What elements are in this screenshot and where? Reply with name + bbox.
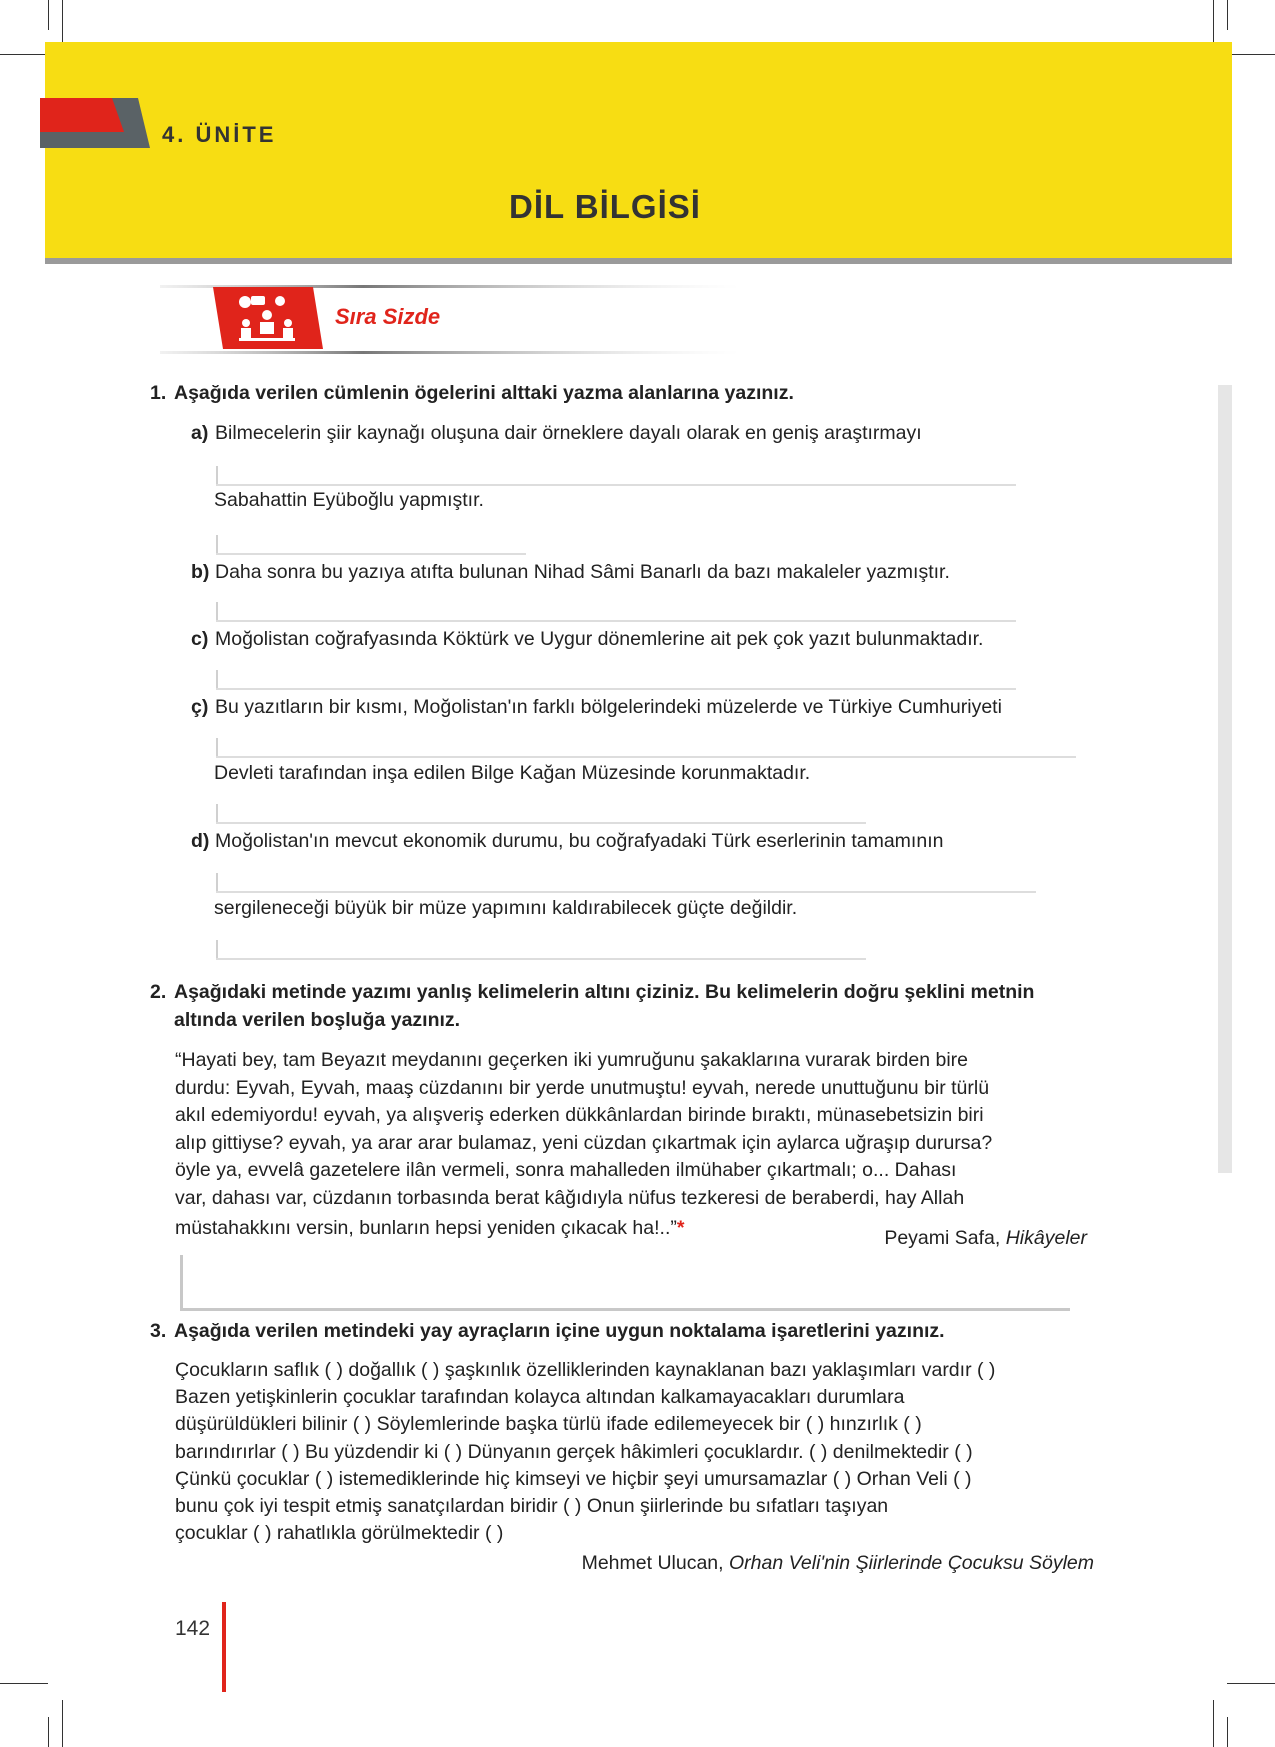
unit-header-banner (45, 42, 1232, 262)
writing-line-edge (216, 602, 218, 620)
margin-bar (1218, 385, 1232, 1173)
q1-item-letter: b) (191, 561, 210, 583)
q2-source: Peyami Safa, Hikâyeler (884, 1227, 1087, 1249)
page-number: 142 (175, 1617, 211, 1640)
writing-line[interactable] (216, 891, 1036, 893)
paragraph-line: çocuklar ( ) rahatlıkla görülmektedir ( ) (175, 1522, 504, 1545)
paragraph-line: “Hayati bey, tam Beyazıt meydanını geçerken iki yumruğunu şakaklarına vurarak birden bire (175, 1049, 969, 1071)
q1-item-continuation: Sabahattin Eyüboğlu yapmıştır. (214, 489, 484, 511)
q3-number: 3. (150, 1320, 167, 1342)
q3-title: Aşağıda verilen metindeki yay ayraçların içine uygun noktalama işaretlerini yazınız. (174, 1320, 945, 1342)
writing-line[interactable] (216, 822, 866, 824)
paragraph-line: müstahakkını versin, bunların hepsi yeniden çıkacak ha!..”* (175, 1217, 685, 1239)
unit-label: 4. ÜNİTE (162, 122, 277, 147)
writing-line-edge (216, 940, 218, 958)
page-number-bar (222, 1602, 226, 1692)
writing-line-edge (216, 670, 218, 688)
answer-line-edge (180, 1255, 183, 1310)
q1-item-text: Daha sonra bu yazıya atıfta bulunan Nihad Sâmi Banarlı da bazı makaleler yazmıştır. (215, 561, 950, 583)
writing-line[interactable] (216, 756, 1076, 758)
unit-ribbon-icon (40, 96, 152, 151)
q3-source: Mehmet Ulucan, Orhan Veli'nin Şiirlerinde Çocuksu Söylem (581, 1552, 1094, 1574)
paragraph-line: akıl edemiyordu! eyvah, ya alışveriş ederken dükkânlardan birinde bıraktı, münasebetsizin biri (175, 1104, 984, 1126)
q1-item-text: Moğolistan'ın mevcut ekonomik durumu, bu coğrafyadaki Türk eserlerinin tamamının (215, 830, 944, 852)
paragraph-line: durdu: Eyvah, Eyvah, maaş cüzdanını bir yerde unutmuştu! eyvah, nerede unuttuğunu bir türlü (175, 1076, 990, 1099)
writing-line[interactable] (216, 620, 1016, 622)
paragraph-line: öyle ya, evvelâ gazetelere ilân vermeli, sonra mahalleden ilmühaber çıkartmalı; o... Dahası (175, 1159, 957, 1181)
writing-line[interactable] (216, 553, 526, 555)
answer-line[interactable] (180, 1308, 1070, 1311)
q2-number: 2. (150, 981, 167, 1003)
writing-line[interactable] (216, 484, 1016, 486)
q2-title-line1: Aşağıdaki metinde yazımı yanlış kelimelerin altını çiziniz. Bu kelimelerin doğru şeklini metnin (174, 981, 1035, 1003)
section-badge-label: Sıra Sizde (335, 304, 441, 329)
q1-item-letter: d) (191, 830, 210, 852)
page-title: DİL BİLGİSİ (509, 188, 701, 225)
q1-item-letter: c) (191, 628, 209, 650)
q1-item-text: Moğolistan coğrafyasında Köktürk ve Uygur dönemlerine ait pek çok yazıt bulunmaktadır. (215, 628, 984, 650)
q1-title: Aşağıda verilen cümlenin ögelerini alttaki yazma alanlarına yazınız. (174, 382, 794, 404)
writing-line[interactable] (216, 958, 866, 960)
writing-line-edge (216, 738, 218, 756)
paragraph-line: düşürüldükleri bilinir ( ) Söylemlerinde başka türlü ifade edilemeyecek bir ( ) hınzırlık ( ) (175, 1413, 922, 1436)
writing-line[interactable] (216, 688, 1016, 690)
q1-item-text: Bu yazıtların bir kısmı, Moğolistan'ın farklı bölgelerindeki müzelerde ve Türkiye Cumhuriyeti (215, 696, 1002, 718)
writing-line-edge (216, 804, 218, 822)
footnote-asterisk: * (676, 1217, 685, 1239)
q2-title-line2: altında verilen boşluğa yazınız. (174, 1009, 461, 1031)
header-divider (45, 258, 1232, 264)
paragraph-line: barındırırlar ( ) Bu yüzdendir ki ( ) Dünyanın gerçek hâkimleri çocuklardır. ( ) denilmektedir ( ) (175, 1440, 973, 1463)
writing-line-edge (216, 466, 218, 484)
paragraph-line: Bazen yetişkinlerin çocuklar tarafından kolayca altından kalkamayacakları durumlara (175, 1386, 905, 1409)
q1-item-letter: ç) (191, 696, 209, 718)
q1-item-continuation: Devleti tarafından inşa edilen Bilge Kağan Müzesinde korunmaktadır. (214, 762, 811, 784)
q1-number: 1. (150, 382, 167, 404)
paragraph-line: bunu çok iyi tespit etmiş sanatçılardan biridir ( ) Onun şiirlerinde bu sıfatları taşıyan (175, 1495, 889, 1518)
q3-paragraph (175, 1357, 995, 1547)
paragraph-line: alıp gittiyse? eyvah, ya arar arar bulamaz, yeni cüzdan çıkartmak için aylarca uğraşıp durursa? (175, 1131, 993, 1154)
paragraph-line: Çünkü çocuklar ( ) istemediklerinde hiç kimseyi ve hiçbir şeyi umursamazlar ( ) Orhan Veli ( ) (175, 1467, 972, 1490)
writing-line-edge (216, 873, 218, 891)
q1-item-letter: a) (191, 422, 209, 444)
writing-line-edge (216, 535, 218, 553)
presentation-group-icon (205, 285, 325, 355)
q1-item-continuation: sergileneceği büyük bir müze yapımını kaldırabilecek güçte değildir. (214, 897, 798, 919)
paragraph-line: Çocukların saflık ( ) doğallık ( ) şaşkınlık özelliklerinden kaynaklanan bazı yaklaşımları vardır ( ) (175, 1359, 996, 1381)
q2-paragraph (175, 1047, 992, 1243)
q1-item-text: Bilmecelerin şiir kaynağı oluşuna dair örneklere dayalı olarak en geniş araştırmayı (215, 422, 922, 444)
paragraph-line: var, dahası var, cüzdanın torbasında berat kâğıdıyla nüfus tezkeresi de beraberdi, hay Allah (175, 1186, 965, 1209)
